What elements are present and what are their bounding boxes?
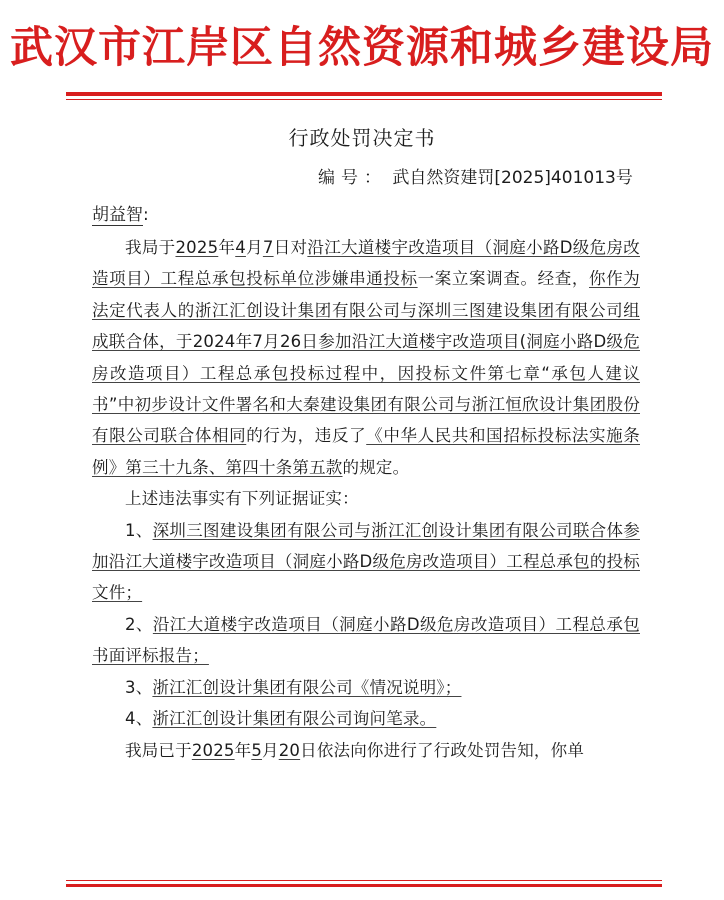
evidence-intro: 上述违法事实有下列证据证实：: [125, 489, 359, 509]
addressee: [92, 200, 149, 225]
text-segment: 的规定。: [342, 457, 410, 477]
document-number-label: 编号：: [318, 168, 387, 188]
text-segment: 年: [234, 740, 252, 760]
evidence-text: 深圳三图建设集团有限公司与浙江汇创设计集团有限公司联合体参加沿江大道楼宇改造项目（洞庭小路D级危房改造项目）工程总承包的投标文件；: [92, 520, 640, 603]
violated-law: 《中华人民共和国招标投标法实施条例》第三十九条、第四十条第五款: [92, 426, 640, 477]
case-subject: 沿江大道楼宇改造项目（洞庭小路D级危房改造项目）工程总承包投标单位涉嫌串通投标: [92, 238, 640, 289]
document-number-value: 武自然资建罚[2025]401013号: [392, 168, 633, 188]
evidence-number: 3、: [125, 677, 153, 697]
notice-day: 20: [278, 740, 301, 760]
evidence-text: 浙江汇创设计集团有限公司《情况说明》；: [152, 677, 462, 697]
text-segment: 一案立案调查。经查，: [417, 269, 590, 289]
evidence-item-2: [92, 609, 640, 672]
text-segment: 年: [218, 238, 236, 257]
addressee-name: 胡益智: [92, 205, 143, 225]
evidence-number: 2、: [125, 614, 153, 634]
document-number: [318, 163, 633, 188]
evidence-text: 浙江汇创设计集团有限公司询问笔录。: [152, 709, 437, 729]
text-segment: 我局已于: [125, 740, 192, 760]
text-segment: 的行为，违反了: [246, 426, 367, 446]
case-day: 7: [262, 238, 274, 257]
footer-rule-thick: [66, 884, 662, 887]
paragraph-investigation: [92, 232, 640, 483]
evidence-number: 1、: [125, 520, 153, 540]
footer-rule-thin: [66, 880, 662, 881]
text-segment: 日对: [273, 238, 308, 257]
evidence-number: 4、: [125, 709, 153, 729]
evidence-item-3: [92, 672, 640, 703]
document-title: 行政处罚决定书: [288, 126, 436, 150]
case-month: 4: [235, 238, 246, 257]
case-year: 2025: [175, 238, 219, 257]
notice-year: 2025: [191, 740, 235, 760]
case-finding: 你作为法定代表人的浙江汇创设计集团有限公司与深圳三图建设集团有限公司组成联合体，于2024年7月26日参加沿江大道楼宇改造项目(洞庭小路D级危房改造项目）工程总承包投标过程中，因投标文件第七章“承包人建议书”中初步设计文件署名和大秦建设集团有限公司与浙江恒欣设计集团股份有限公司联合体相同: [92, 269, 640, 446]
paragraph-notice: [92, 735, 640, 766]
evidence-text: 沿江大道楼宇改造项目（洞庭小路D级危房改造项目）工程总承包书面评标报告；: [92, 614, 640, 666]
text-segment: 日依法向你进行了行政处罚告知，你单: [300, 740, 585, 760]
letterhead-rule-thick: [66, 92, 662, 96]
letterhead-rule-thin: [66, 99, 662, 100]
evidence-item-1: [92, 515, 640, 609]
text-segment: 月: [245, 238, 263, 257]
text-segment: 月: [262, 740, 279, 760]
notice-month: 5: [251, 740, 263, 760]
document-body: [92, 232, 640, 766]
agency-letterhead: 武汉市江岸区自然资源和城乡建设局: [10, 23, 714, 73]
addressee-colon: :: [143, 205, 149, 225]
evidence-item-4: [92, 703, 640, 734]
text-segment: 我局于: [125, 238, 176, 257]
